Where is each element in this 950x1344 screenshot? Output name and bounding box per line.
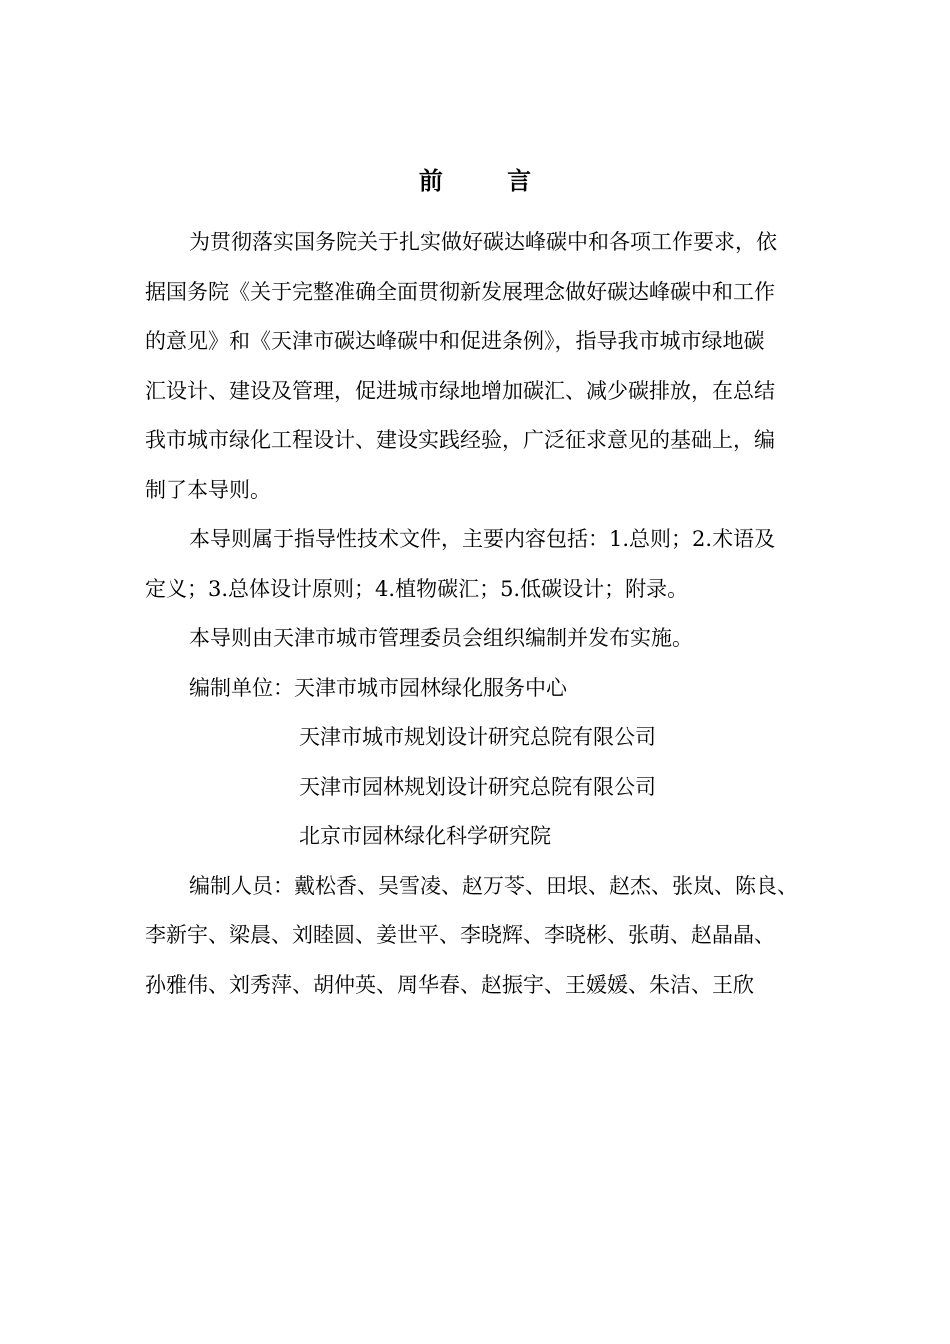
text-line: 制了本导则。 [145, 477, 271, 502]
text-line: 定义；3.总体设计原则；4.植物碳汇；5.低碳设计；附录。 [145, 576, 689, 601]
text-line: 本导则属于指导性技术文件，主要内容包括：1.总则；2.术语及 [189, 527, 776, 551]
units-label-line: 编制单位：天津市城市园林绿化服务中心 [189, 675, 567, 700]
paragraph-issuer [145, 614, 817, 664]
text-line: 编制人员：戴松香、吴雪凌、赵万苓、田垠、赵杰、张岚、陈良、 [189, 873, 798, 898]
text-line: 本导则由天津市城市管理委员会组织编制并发布实施。 [189, 626, 693, 650]
paragraph-contents [145, 515, 817, 614]
text-line: 据国务院《关于完整准确全面贯彻新发展理念做好碳达峰碳中和工作 [145, 279, 775, 304]
compiling-personnel [145, 862, 817, 1011]
document-body [145, 218, 817, 1010]
compiling-units [145, 664, 817, 862]
text-line: 为贯彻落实国务院关于扎实做好碳达峰碳中和各项工作要求，依 [189, 230, 777, 254]
text-line: 的意见》和《天津市碳达峰碳中和促进条例》，指导我市城市绿地碳 [145, 329, 765, 353]
text-line: 孙雅伟、刘秀萍、胡仲英、周华春、赵振宇、王媛媛、朱洁、王欣 [145, 972, 754, 997]
page-title: 前 言 [418, 166, 560, 195]
unit-item: 天津市城市规划设计研究总院有限公司 [299, 725, 656, 749]
text-line: 汇设计、建设及管理，促进城市绿地增加碳汇、减少碳排放，在总结 [145, 378, 775, 403]
unit-item: 天津市园林规划设计研究总院有限公司 [299, 774, 656, 799]
text-line: 李新宇、梁晨、刘睦圆、姜世平、李晓辉、李晓彬、张萌、赵晶晶、 [145, 923, 775, 947]
unit-item: 北京市园林绿化科学研究院 [299, 824, 551, 848]
text-line: 我市城市绿化工程设计、建设实践经验，广泛征求意见的基础上，编 [145, 428, 775, 452]
paragraph-purpose [145, 218, 817, 515]
